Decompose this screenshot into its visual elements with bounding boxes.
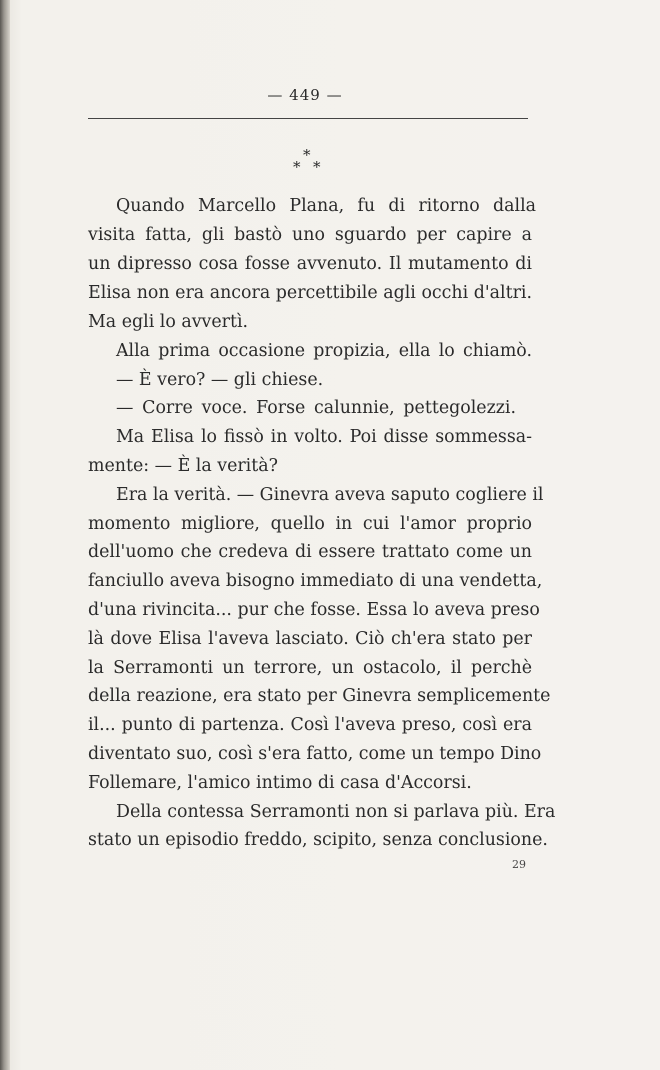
text-line: Della contessa Serramonti non si parlava più. Era <box>116 802 556 822</box>
text-line: visita fatta, gli bastò uno sguardo per capire a <box>88 225 532 245</box>
book-spine-shadow <box>0 0 10 1070</box>
signature-mark: 29 <box>512 858 526 871</box>
text-line: la Serramonti un terrore, un ostacolo, il perchè <box>88 658 532 678</box>
text-line: Quando Marcello Plana, fu di ritorno dalla <box>116 196 536 216</box>
text-line: Ma egli lo avvertì. <box>88 312 249 332</box>
text-line: Alla prima occasione propizia, ella lo chiamò. <box>116 341 532 361</box>
text-line: diventato suo, così s'era fatto, come un tempo Dino <box>88 744 542 764</box>
text-line: Ma Elisa lo fissò in volto. Poi disse sommessa- <box>116 427 532 447</box>
asterism-star-top: * <box>303 146 311 164</box>
page-number: — 449 — <box>267 86 343 104</box>
text-line: Elisa non era ancora percettibile agli occhi d'altri. <box>88 283 532 303</box>
asterism-star-left: * <box>293 158 301 176</box>
text-line: Follemare, l'amico intimo di casa d'Accorsi. <box>88 773 472 793</box>
text-line: Era la verità. — Ginevra aveva saputo cogliere il <box>116 485 544 505</box>
text-line: d'una rivincita... pur che fosse. Essa lo aveva preso <box>88 600 540 620</box>
asterism-star-right: * <box>313 158 321 176</box>
text-line: mente: — È la verità? <box>88 456 278 476</box>
text-line: stato un episodio freddo, scipito, senza conclusione. <box>88 830 548 850</box>
text-line: un dipresso cosa fosse avvenuto. Il mutamento di <box>88 254 532 274</box>
text-line: — Corre voce. Forse calunnie, pettegolezzi. <box>116 398 516 418</box>
text-line: dell'uomo che credeva di essere trattato come un <box>88 542 532 562</box>
text-line: momento migliore, quello in cui l'amor proprio <box>88 514 532 534</box>
header-rule <box>88 118 528 119</box>
section-break-asterism <box>280 148 340 182</box>
text-line: — È vero? — gli chiese. <box>116 370 324 390</box>
text-line: il... punto di partenza. Così l'aveva preso, così era <box>88 715 532 735</box>
text-line: là dove Elisa l'aveva lasciato. Ciò ch'era stato per <box>88 629 532 649</box>
text-line: della reazione, era stato per Ginevra semplicemente <box>88 686 551 706</box>
text-line: fanciullo aveva bisogno immediato di una vendetta, <box>88 571 543 591</box>
